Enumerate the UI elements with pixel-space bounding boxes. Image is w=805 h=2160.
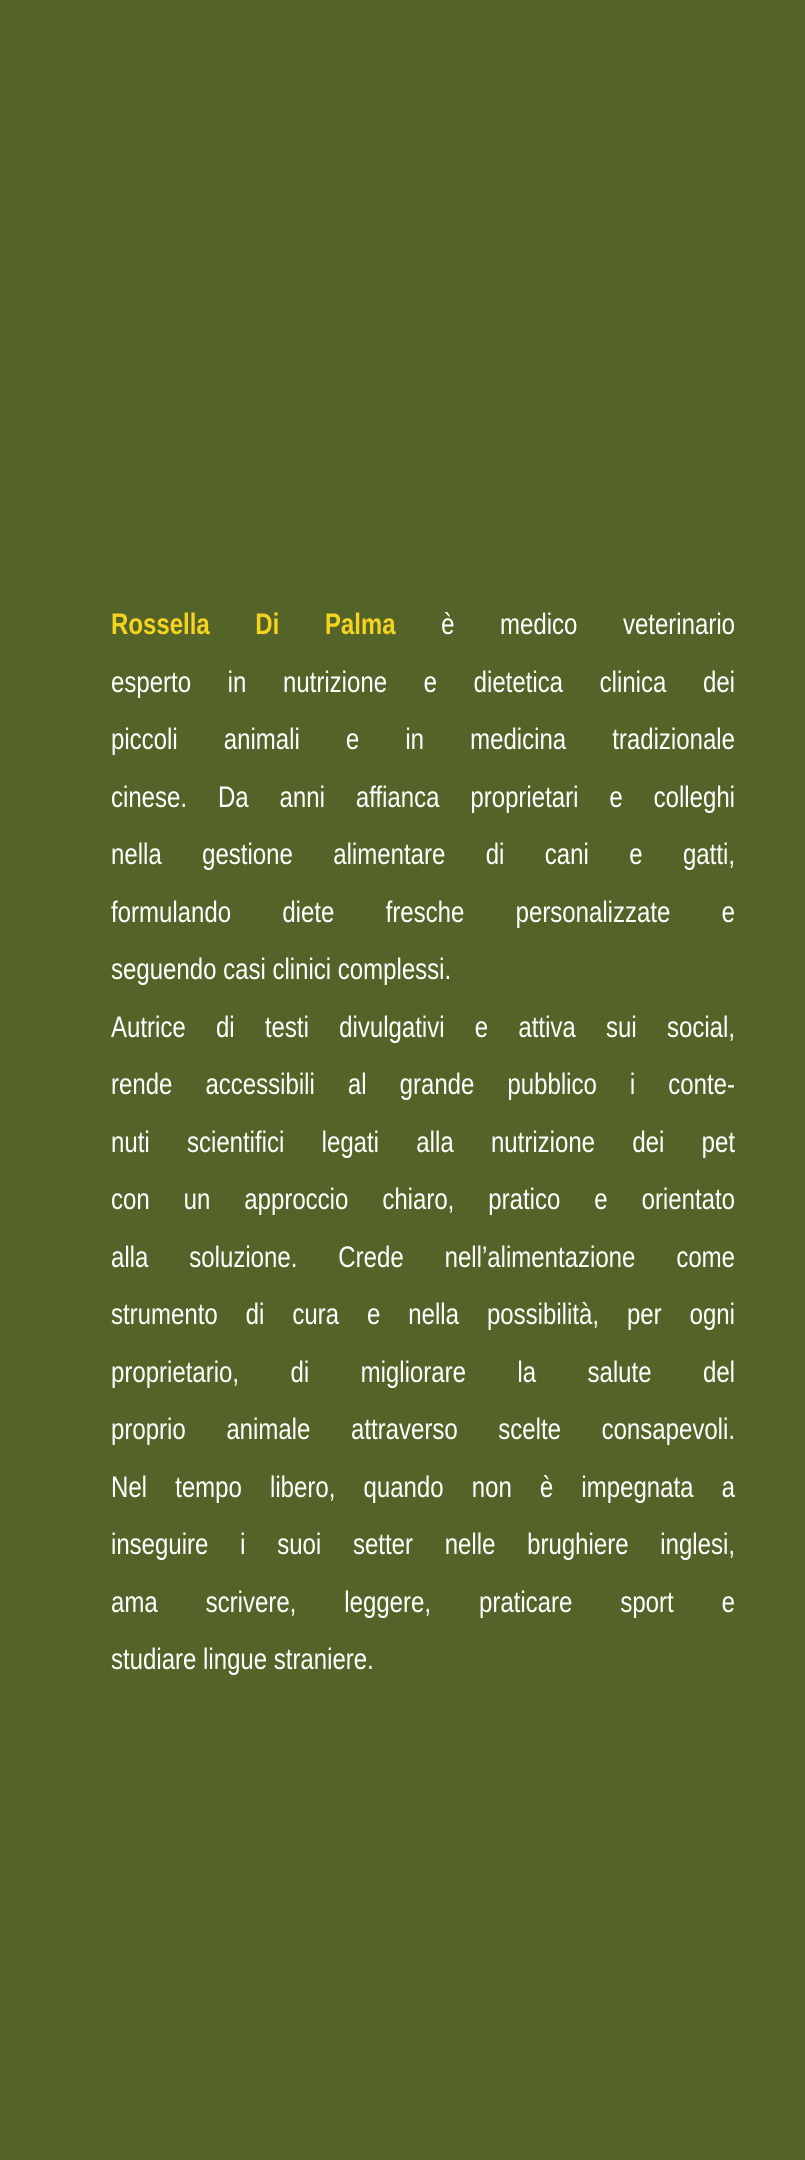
- bio-line-19: studiare lingue straniere.: [111, 1643, 374, 1676]
- bio-line-5: nella gestione alimentare di cani e gatti,: [111, 838, 735, 871]
- bio-line-9: rende accessibili al grande pubblico i conte-: [111, 1068, 735, 1101]
- bio-line-4: cinese. Da anni affianca proprietari e colleghi: [111, 780, 735, 814]
- author-bio: [111, 596, 735, 1689]
- bio-line-6: formulando diete fresche personalizzate e: [111, 895, 735, 929]
- author-name: Rossella Di Palma: [111, 608, 396, 641]
- bio-line-14: proprietario, di migliorare la salute del: [111, 1355, 735, 1389]
- bio-line-10: nuti scientifici legati alla nutrizione dei pet: [111, 1125, 735, 1159]
- bio-line-2: esperto in nutrizione e dietetica clinica dei: [111, 665, 735, 699]
- bio-line-3: piccoli animali e in medicina tradizionale: [111, 723, 735, 756]
- bio-line-15: proprio animale attraverso scelte consapevoli.: [111, 1413, 735, 1446]
- bio-line-1: [111, 596, 735, 654]
- bio-line-13: strumento di cura e nella possibilità, per ogni: [111, 1298, 735, 1331]
- bio-line-7: seguendo casi clinici complessi.: [111, 953, 452, 986]
- bio-line-18: ama scrivere, leggere, praticare sport e: [111, 1585, 735, 1619]
- bio-line-16: Nel tempo libero, quando non è impegnata a: [111, 1470, 735, 1504]
- bio-line-12: alla soluzione. Crede nell’alimentazione come: [111, 1240, 735, 1274]
- bio-line-8: Autrice di testi divulgativi e attiva sui social,: [111, 1010, 735, 1044]
- bio-line-11: con un approccio chiaro, pratico e orientato: [111, 1183, 735, 1216]
- bio-line-1-text: è medico veterinario: [395, 608, 735, 641]
- bio-line-17: inseguire i suoi setter nelle brughiere inglesi,: [111, 1528, 735, 1561]
